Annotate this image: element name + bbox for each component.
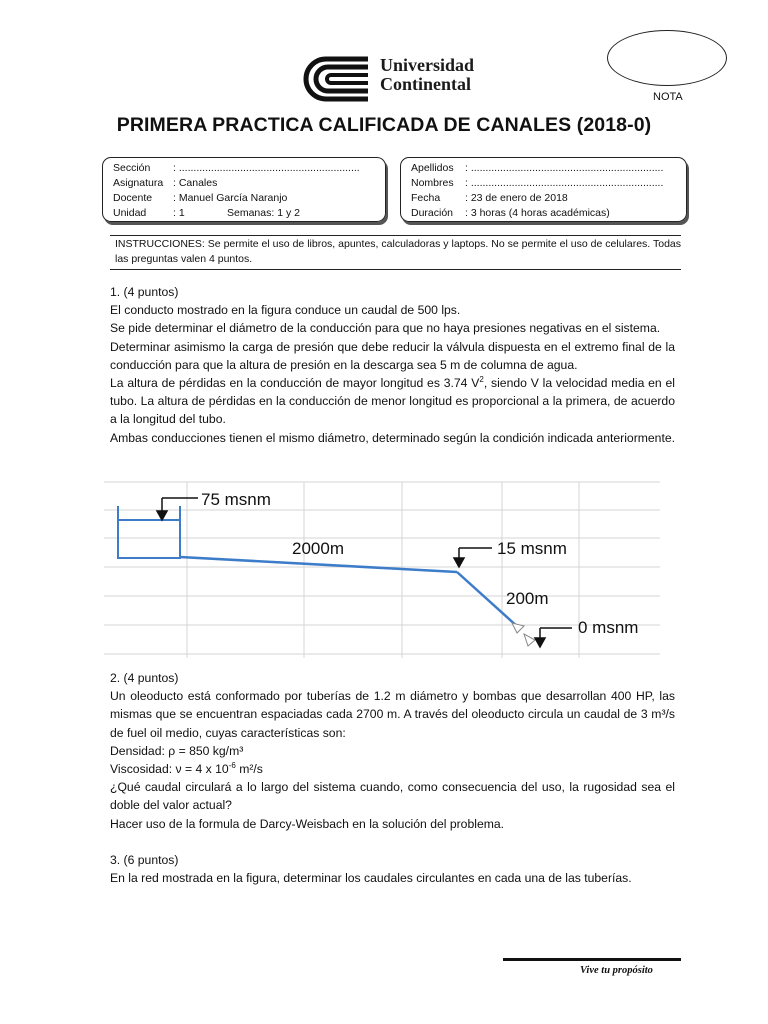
- university-name: [380, 56, 474, 94]
- question-2-p1: Un oleoducto está conformado por tuberías de 1.2 m diámetro y bombas que desarrollan 400 HP, las mismas que se encuentran espaciadas cada 2700 m. A través del oleoducto circula un caudal de 3 m³/s de fuel oil medio, cuyas características son:: [110, 689, 675, 740]
- question-2: [110, 669, 675, 833]
- footer-slogan: Vive tu propósito: [580, 965, 653, 976]
- page-title: PRIMERA PRACTICA CALIFICADA DE CANALES (2018-0): [116, 114, 652, 136]
- asignatura-row: [113, 176, 217, 191]
- label-75-msnm: 75 msnm: [201, 490, 271, 509]
- university-line1: Universidad: [380, 55, 475, 75]
- docente-label: Docente: [113, 192, 153, 204]
- seccion-value[interactable]: : ..............................................................: [173, 162, 360, 174]
- seccion-label: Sección: [113, 162, 151, 174]
- duracion-row: [411, 206, 610, 221]
- nombres-row: [411, 176, 663, 191]
- course-info-box: [102, 157, 386, 222]
- question-2-p2: ¿Qué caudal circulará a lo largo del sistema cuando, como consecuencia del uso, la rugosidad sea el doble del valor actual?: [110, 780, 675, 813]
- grade-oval[interactable]: [607, 30, 727, 86]
- valve-icon: [512, 623, 535, 646]
- unidad-label: Unidad: [113, 207, 147, 219]
- pipeline-figure: [104, 480, 660, 660]
- docente-row: [113, 191, 287, 206]
- unidad-row: [113, 206, 300, 221]
- question-1-p1: El conducto mostrado en la figura conduce un caudal de 500 lps.: [110, 303, 461, 318]
- fecha-label: Fecha: [411, 192, 441, 204]
- arrow-0-icon: [535, 628, 572, 647]
- unidad-value: : 1: [173, 207, 185, 219]
- question-2-heading: 2. (4 puntos): [110, 671, 179, 685]
- question-2-p3: Hacer uso de la formula de Darcy-Weisbach en la solución del problema.: [110, 816, 505, 831]
- reservoir: [118, 506, 180, 558]
- question-1-p4: La altura de pérdidas en la conducción de mayor longitud es 3.74 $V^2$, siendo V la velocidad media en el tubo. La altura de pérdidas en la conducción de menor longitud es proporcional a la primera, de acuerdo a la longitud del tubo.: [110, 374, 675, 427]
- label-200m: 200m: [506, 589, 549, 608]
- question-2-densidad: Densidad: ρ = 850 kg/m³: [110, 743, 244, 758]
- duracion-label: Duración: [411, 207, 454, 219]
- nombres-label: Nombres: [411, 177, 454, 189]
- asignatura-label: Asignatura: [113, 177, 164, 189]
- question-2-viscosidad: Viscosidad: ν = 4 x $10^{-6}$ m²/s: [110, 760, 263, 777]
- arrow-15-icon: [454, 548, 492, 567]
- footer-divider: [503, 958, 681, 961]
- question-3-heading: 3. (6 puntos): [110, 853, 179, 867]
- grade-label: NOTA: [653, 91, 683, 103]
- semanas-value: Semanas: 1 y 2: [227, 207, 300, 219]
- fecha-value: : 23 de enero de 2018: [465, 192, 568, 204]
- fecha-row: [411, 191, 568, 206]
- university-line2: Continental: [380, 74, 472, 94]
- apellidos-value[interactable]: : ..................................................................: [465, 162, 664, 174]
- nombres-value[interactable]: : ..................................................................: [465, 177, 664, 189]
- label-2000m: 2000m: [292, 539, 344, 558]
- arrow-75-icon: [157, 498, 198, 520]
- label-0-msnm: 0 msnm: [578, 618, 639, 637]
- question-1-p5: Ambas conducciones tienen el mismo diámetro, determinado según la condición indicada anteriormente.: [110, 430, 676, 445]
- question-1-p3: Determinar asimismo la carga de presión que debe reducir la válvula dispuesta en el extremo final de la conducción para que la altura de presión en la descarga sea 5 m de columna de agua.: [110, 339, 675, 372]
- label-15-msnm: 15 msnm: [497, 539, 567, 558]
- instructions: INSTRUCCIONES: Se permite el uso de libros, apuntes, calculadoras y laptops. No se permite el uso de celulares. Todas las preguntas valen 4 puntos.: [110, 235, 681, 270]
- asignatura-value: : Canales: [173, 177, 218, 189]
- question-1: [110, 283, 675, 447]
- student-info-box: [400, 157, 687, 222]
- question-1-heading: 1. (4 puntos): [110, 285, 179, 299]
- apellidos-label: Apellidos: [411, 162, 454, 174]
- figure-grid: [104, 482, 660, 658]
- docente-value: : Manuel García Naranjo: [173, 192, 288, 204]
- seccion-row: [113, 161, 360, 176]
- question-3: [110, 851, 675, 887]
- apellidos-row: [411, 161, 663, 176]
- question-3-p1: En la red mostrada en la figura, determinar los caudales circulantes en cada una de las tuberías.: [110, 871, 632, 886]
- duracion-value: : 3 horas (4 horas académicas): [465, 207, 610, 219]
- question-1-p2: Se pide determinar el diámetro de la conducción para que no haya presiones negativas en el sistema.: [110, 321, 661, 336]
- pipeline: [180, 557, 519, 628]
